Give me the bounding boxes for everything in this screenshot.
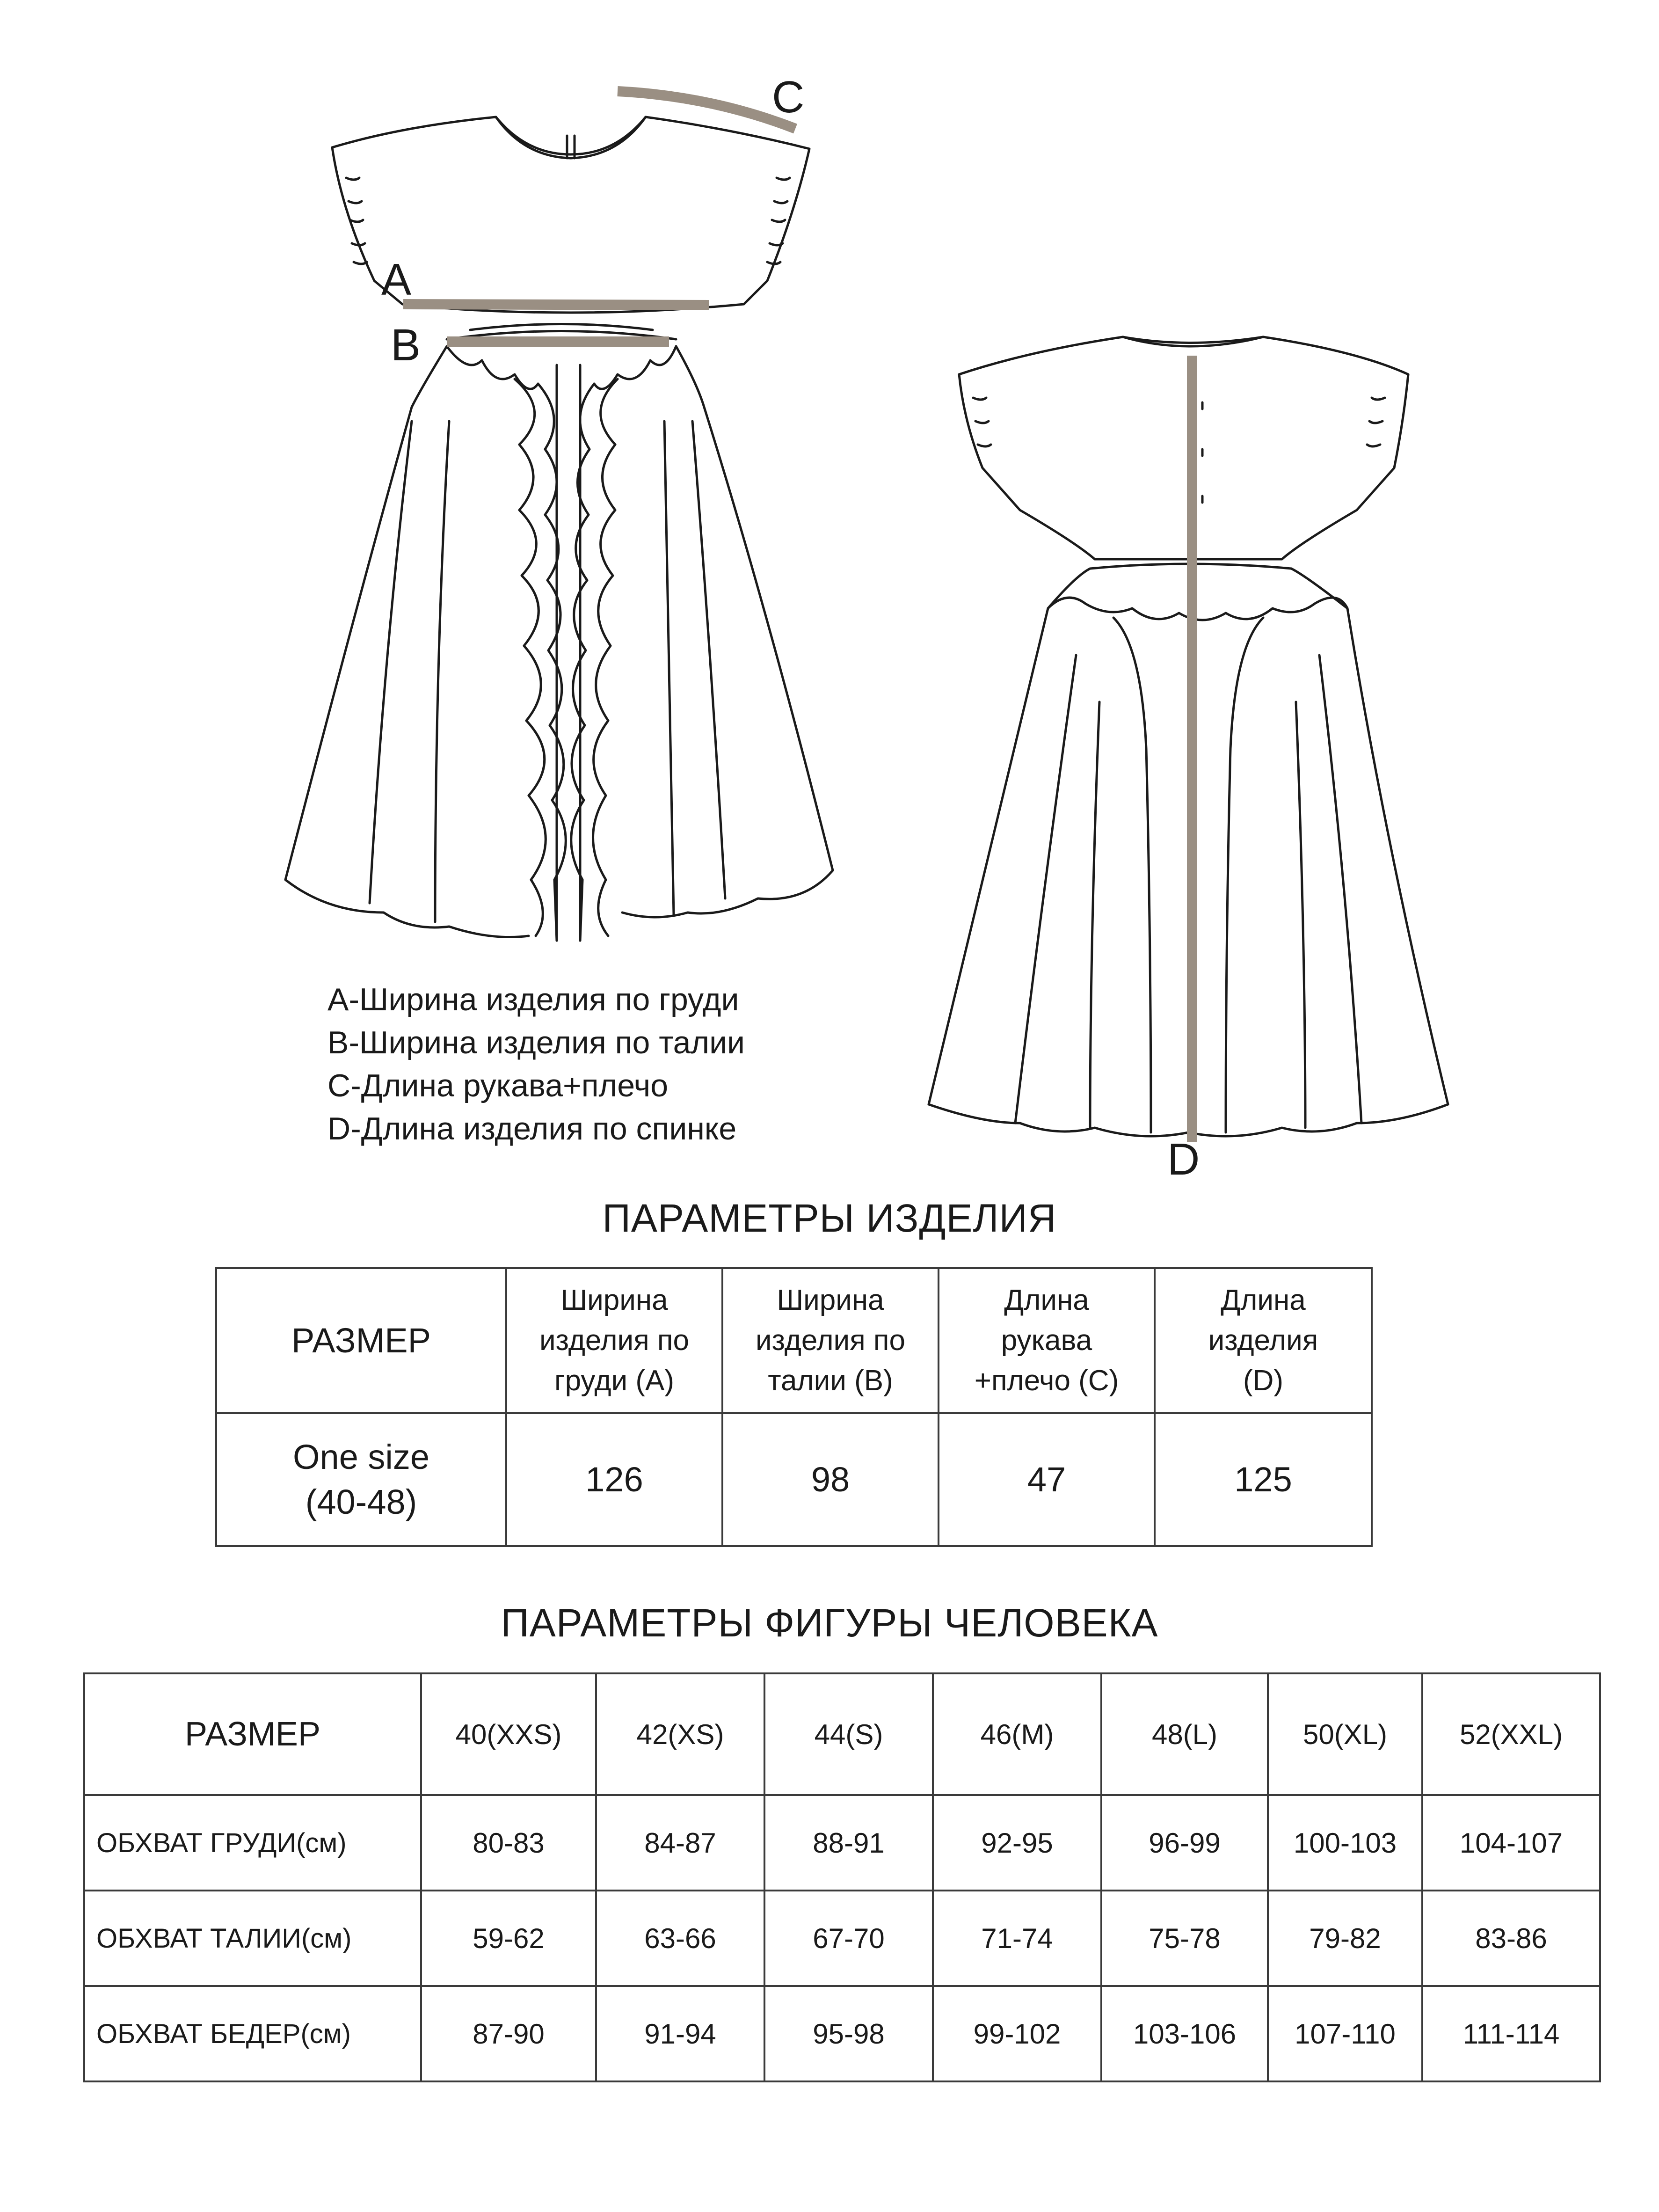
cell-size: One size (40-48) bbox=[216, 1413, 506, 1546]
product-params-title: ПАРАМЕТРЫ ИЗДЕЛИЯ bbox=[602, 1196, 1057, 1240]
label-b: B bbox=[391, 320, 421, 370]
header-sleeve: Длина рукава +плечо (С) bbox=[939, 1268, 1155, 1413]
table-cell: 103-106 bbox=[1101, 1986, 1268, 2081]
measure-line-c bbox=[618, 91, 795, 129]
table-cell: 87-90 bbox=[421, 1986, 596, 2081]
table-cell: 88-91 bbox=[764, 1795, 933, 1891]
table-cell: 59-62 bbox=[421, 1891, 596, 1986]
measurement-legend bbox=[327, 978, 745, 1150]
label-d: D bbox=[1167, 1134, 1200, 1184]
row-label-chest: ОБХВАТ ГРУДИ(см) bbox=[84, 1795, 421, 1891]
cell-sleeve: 47 bbox=[939, 1413, 1155, 1546]
table-row bbox=[84, 1795, 1600, 1891]
product-params-header-row bbox=[216, 1268, 1372, 1413]
table-cell: 80-83 bbox=[421, 1795, 596, 1891]
product-params-table bbox=[215, 1267, 1373, 1547]
row-label-hips: ОБХВАТ БЕДЕР(см) bbox=[84, 1986, 421, 2081]
cell-length: 125 bbox=[1155, 1413, 1372, 1546]
table-cell: 91-94 bbox=[596, 1986, 764, 2081]
header-chest: Ширина изделия по груди (А) bbox=[506, 1268, 722, 1413]
size-col: 50(XL) bbox=[1268, 1673, 1422, 1795]
measure-line-a bbox=[403, 304, 709, 305]
table-cell: 79-82 bbox=[1268, 1891, 1422, 1986]
table-cell: 99-102 bbox=[933, 1986, 1101, 2081]
body-params-header-row bbox=[84, 1673, 1600, 1795]
table-row bbox=[84, 1986, 1600, 2081]
table-cell: 104-107 bbox=[1422, 1795, 1600, 1891]
size-col: 42(XS) bbox=[596, 1673, 764, 1795]
table-cell: 83-86 bbox=[1422, 1891, 1600, 1986]
body-header-size: РАЗМЕР bbox=[84, 1673, 421, 1795]
table-cell: 100-103 bbox=[1268, 1795, 1422, 1891]
table-cell: 84-87 bbox=[596, 1795, 764, 1891]
table-cell: 107-110 bbox=[1268, 1986, 1422, 2081]
legend-item-a: A-Ширина изделия по груди bbox=[327, 982, 739, 1017]
size-col: 46(M) bbox=[933, 1673, 1101, 1795]
front-dress-drawing bbox=[285, 117, 833, 941]
cell-chest: 126 bbox=[506, 1413, 722, 1546]
table-cell: 63-66 bbox=[596, 1891, 764, 1986]
size-col: 52(XXL) bbox=[1422, 1673, 1600, 1795]
table-cell: 111-114 bbox=[1422, 1986, 1600, 2081]
body-params-title: ПАРАМЕТРЫ ФИГУРЫ ЧЕЛОВЕКА bbox=[501, 1601, 1158, 1645]
label-a: A bbox=[381, 255, 412, 305]
table-cell: 96-99 bbox=[1101, 1795, 1268, 1891]
header-waist: Ширина изделия по талии (В) bbox=[722, 1268, 939, 1413]
table-cell: 71-74 bbox=[933, 1891, 1101, 1986]
legend-item-c: C-Длина рукава+плечо bbox=[327, 1068, 669, 1103]
size-col: 40(XXS) bbox=[421, 1673, 596, 1795]
header-length: Длина изделия (D) bbox=[1155, 1268, 1372, 1413]
table-cell: 67-70 bbox=[764, 1891, 933, 1986]
cell-waist: 98 bbox=[722, 1413, 939, 1546]
body-params-table bbox=[83, 1672, 1601, 2082]
row-label-waist: ОБХВАТ ТАЛИИ(см) bbox=[84, 1891, 421, 1986]
table-cell: 95-98 bbox=[764, 1986, 933, 2081]
legend-item-d: D-Длина изделия по спинке bbox=[327, 1111, 737, 1146]
legend-item-b: B-Ширина изделия по талии bbox=[327, 1025, 745, 1060]
table-cell: 75-78 bbox=[1101, 1891, 1268, 1986]
header-size: РАЗМЕР bbox=[216, 1268, 506, 1413]
label-c: C bbox=[772, 72, 805, 122]
size-col: 44(S) bbox=[764, 1673, 933, 1795]
size-col: 48(L) bbox=[1101, 1673, 1268, 1795]
product-params-row bbox=[216, 1413, 1372, 1546]
table-row bbox=[84, 1891, 1600, 1986]
table-cell: 92-95 bbox=[933, 1795, 1101, 1891]
